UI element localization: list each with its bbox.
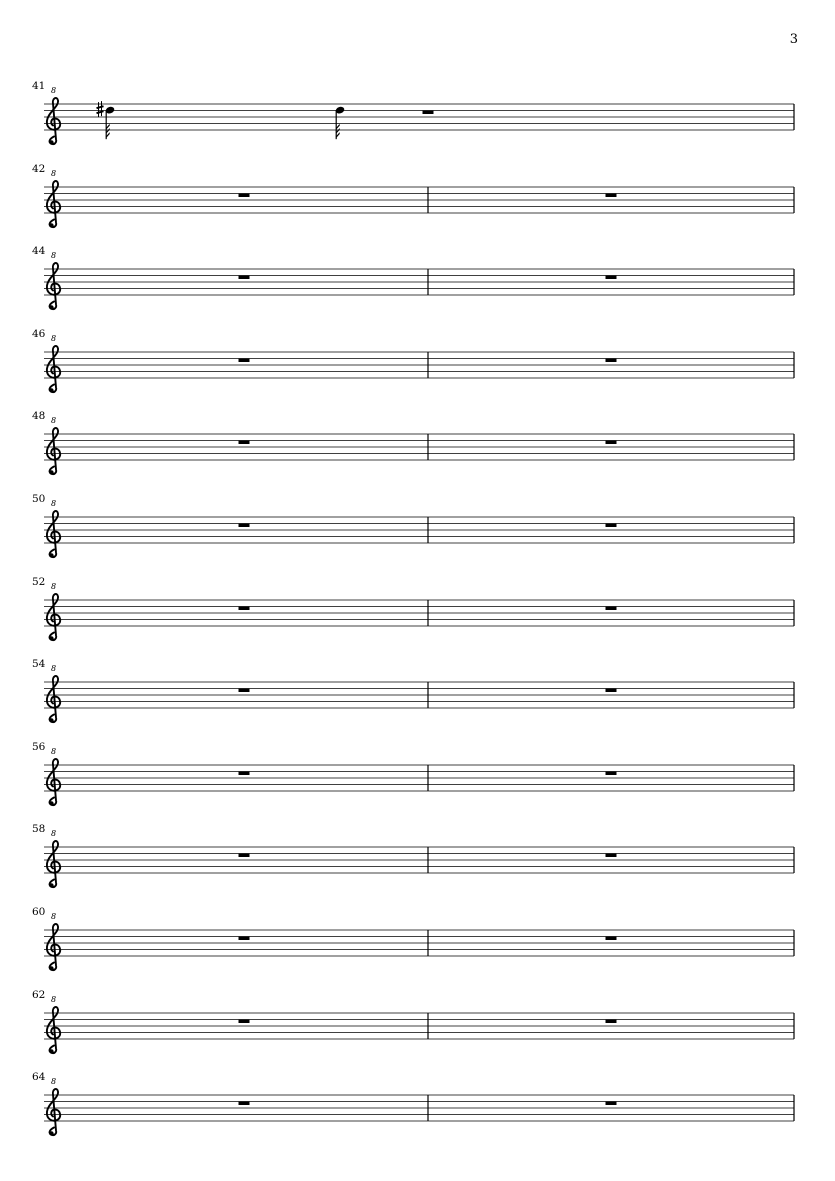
note-1 — [97, 101, 116, 139]
ottava-mark: 8 — [51, 168, 57, 178]
treble-clef-icon — [47, 428, 60, 474]
staff-system — [0, 823, 835, 897]
treble-clef-dot — [49, 1131, 53, 1135]
treble-clef-icon — [47, 263, 60, 309]
measure-number: 50 — [32, 493, 46, 505]
whole-rest — [239, 937, 250, 941]
whole-rest — [239, 276, 250, 280]
staff-system — [0, 327, 835, 402]
treble-clef-icon — [47, 924, 60, 970]
measure-number: 58 — [32, 823, 46, 836]
staff-svg — [0, 745, 835, 815]
treble-clef-dot — [49, 884, 53, 888]
measure-number: 60 — [32, 906, 46, 918]
measure-number: 56 — [32, 740, 46, 753]
treble-clef-dot — [49, 1049, 53, 1053]
treble-clef-icon — [47, 594, 60, 640]
whole-rest — [606, 358, 617, 362]
staff-svg — [0, 580, 835, 650]
whole-rest — [606, 854, 617, 858]
staff-system — [0, 245, 835, 319]
staff-svg — [0, 910, 835, 980]
staff-system — [0, 658, 835, 732]
note-2 — [335, 106, 345, 140]
staff-system — [0, 906, 835, 980]
treble-clef-dot — [49, 305, 53, 309]
ottava-mark: 8 — [51, 664, 57, 674]
staff-svg — [0, 497, 835, 567]
whole-rest — [606, 524, 617, 528]
ottava-mark: 8 — [51, 829, 57, 839]
whole-rest — [239, 358, 250, 362]
treble-clef-dot — [49, 718, 53, 722]
ottava-mark: 8 — [51, 416, 57, 426]
whole-rest — [239, 193, 250, 197]
staff-system — [0, 740, 835, 815]
whole-rest — [239, 441, 250, 445]
staff-system — [0, 80, 835, 154]
staff-svg — [0, 662, 835, 732]
ottava-mark: 8 — [51, 86, 57, 95]
whole-rest — [606, 689, 617, 693]
treble-clef-icon — [47, 1007, 60, 1053]
staff-svg — [0, 84, 835, 154]
staff-svg — [0, 167, 835, 237]
treble-clef-dot — [49, 636, 53, 640]
whole-rest — [239, 524, 250, 528]
whole-rest — [423, 111, 434, 115]
sharp-icon — [97, 101, 104, 117]
staff-svg — [0, 249, 835, 319]
whole-rest — [239, 689, 250, 693]
treble-clef-dot — [49, 223, 53, 227]
whole-rest — [239, 854, 250, 858]
staff-system — [0, 162, 835, 237]
ottava-mark: 8 — [51, 581, 57, 591]
treble-clef-icon — [47, 346, 60, 392]
measure-number: 62 — [32, 988, 46, 1001]
measure-number: 64 — [32, 1071, 46, 1084]
treble-clef-icon — [47, 676, 60, 722]
page-number: 3 — [789, 32, 798, 47]
treble-clef-dot — [49, 801, 53, 805]
treble-clef-icon — [47, 181, 60, 227]
treble-clef-dot — [49, 553, 53, 557]
whole-rest — [606, 1019, 617, 1023]
ottava-mark: 8 — [51, 912, 57, 921]
measure-number: 48 — [32, 410, 46, 423]
whole-rest — [606, 276, 617, 280]
whole-rest — [239, 1102, 250, 1106]
staff-system — [0, 988, 835, 1063]
whole-rest — [239, 606, 250, 610]
treble-clef-dot — [49, 966, 53, 970]
measure-number: 42 — [32, 162, 46, 175]
ottava-mark: 8 — [51, 499, 57, 508]
whole-rest — [606, 606, 617, 610]
staff-svg — [0, 827, 835, 897]
whole-rest — [239, 771, 250, 775]
whole-rest — [239, 1019, 250, 1023]
whole-rest — [606, 441, 617, 445]
treble-clef-icon — [47, 511, 60, 557]
treble-clef-icon — [47, 1089, 60, 1135]
treble-clef-icon — [47, 759, 60, 805]
staff-system — [0, 493, 835, 567]
ottava-mark: 8 — [51, 746, 57, 756]
staff-svg — [0, 993, 835, 1063]
treble-clef-icon — [47, 841, 60, 887]
measure-number: 46 — [32, 327, 46, 340]
staff-system — [0, 1071, 835, 1145]
treble-clef-dot — [49, 471, 53, 475]
staff-svg — [0, 1075, 835, 1145]
whole-rest — [606, 1102, 617, 1106]
measure-number: 52 — [32, 575, 46, 588]
treble-clef-dot — [49, 388, 53, 392]
staff-svg — [0, 332, 835, 402]
measure-number: 44 — [32, 245, 46, 258]
measure-number: 41 — [32, 80, 46, 92]
staff-svg — [0, 414, 835, 484]
staff-system — [0, 410, 835, 484]
whole-rest — [606, 771, 617, 775]
ottava-mark: 8 — [51, 333, 57, 343]
staff-system — [0, 575, 835, 650]
treble-clef-dot — [49, 140, 53, 144]
whole-rest — [606, 937, 617, 941]
whole-rest — [606, 193, 617, 197]
ottava-mark: 8 — [51, 994, 57, 1004]
ottava-mark: 8 — [51, 1077, 57, 1087]
ottava-mark: 8 — [51, 251, 57, 261]
measure-number: 54 — [32, 658, 46, 671]
treble-clef-icon — [47, 98, 60, 144]
